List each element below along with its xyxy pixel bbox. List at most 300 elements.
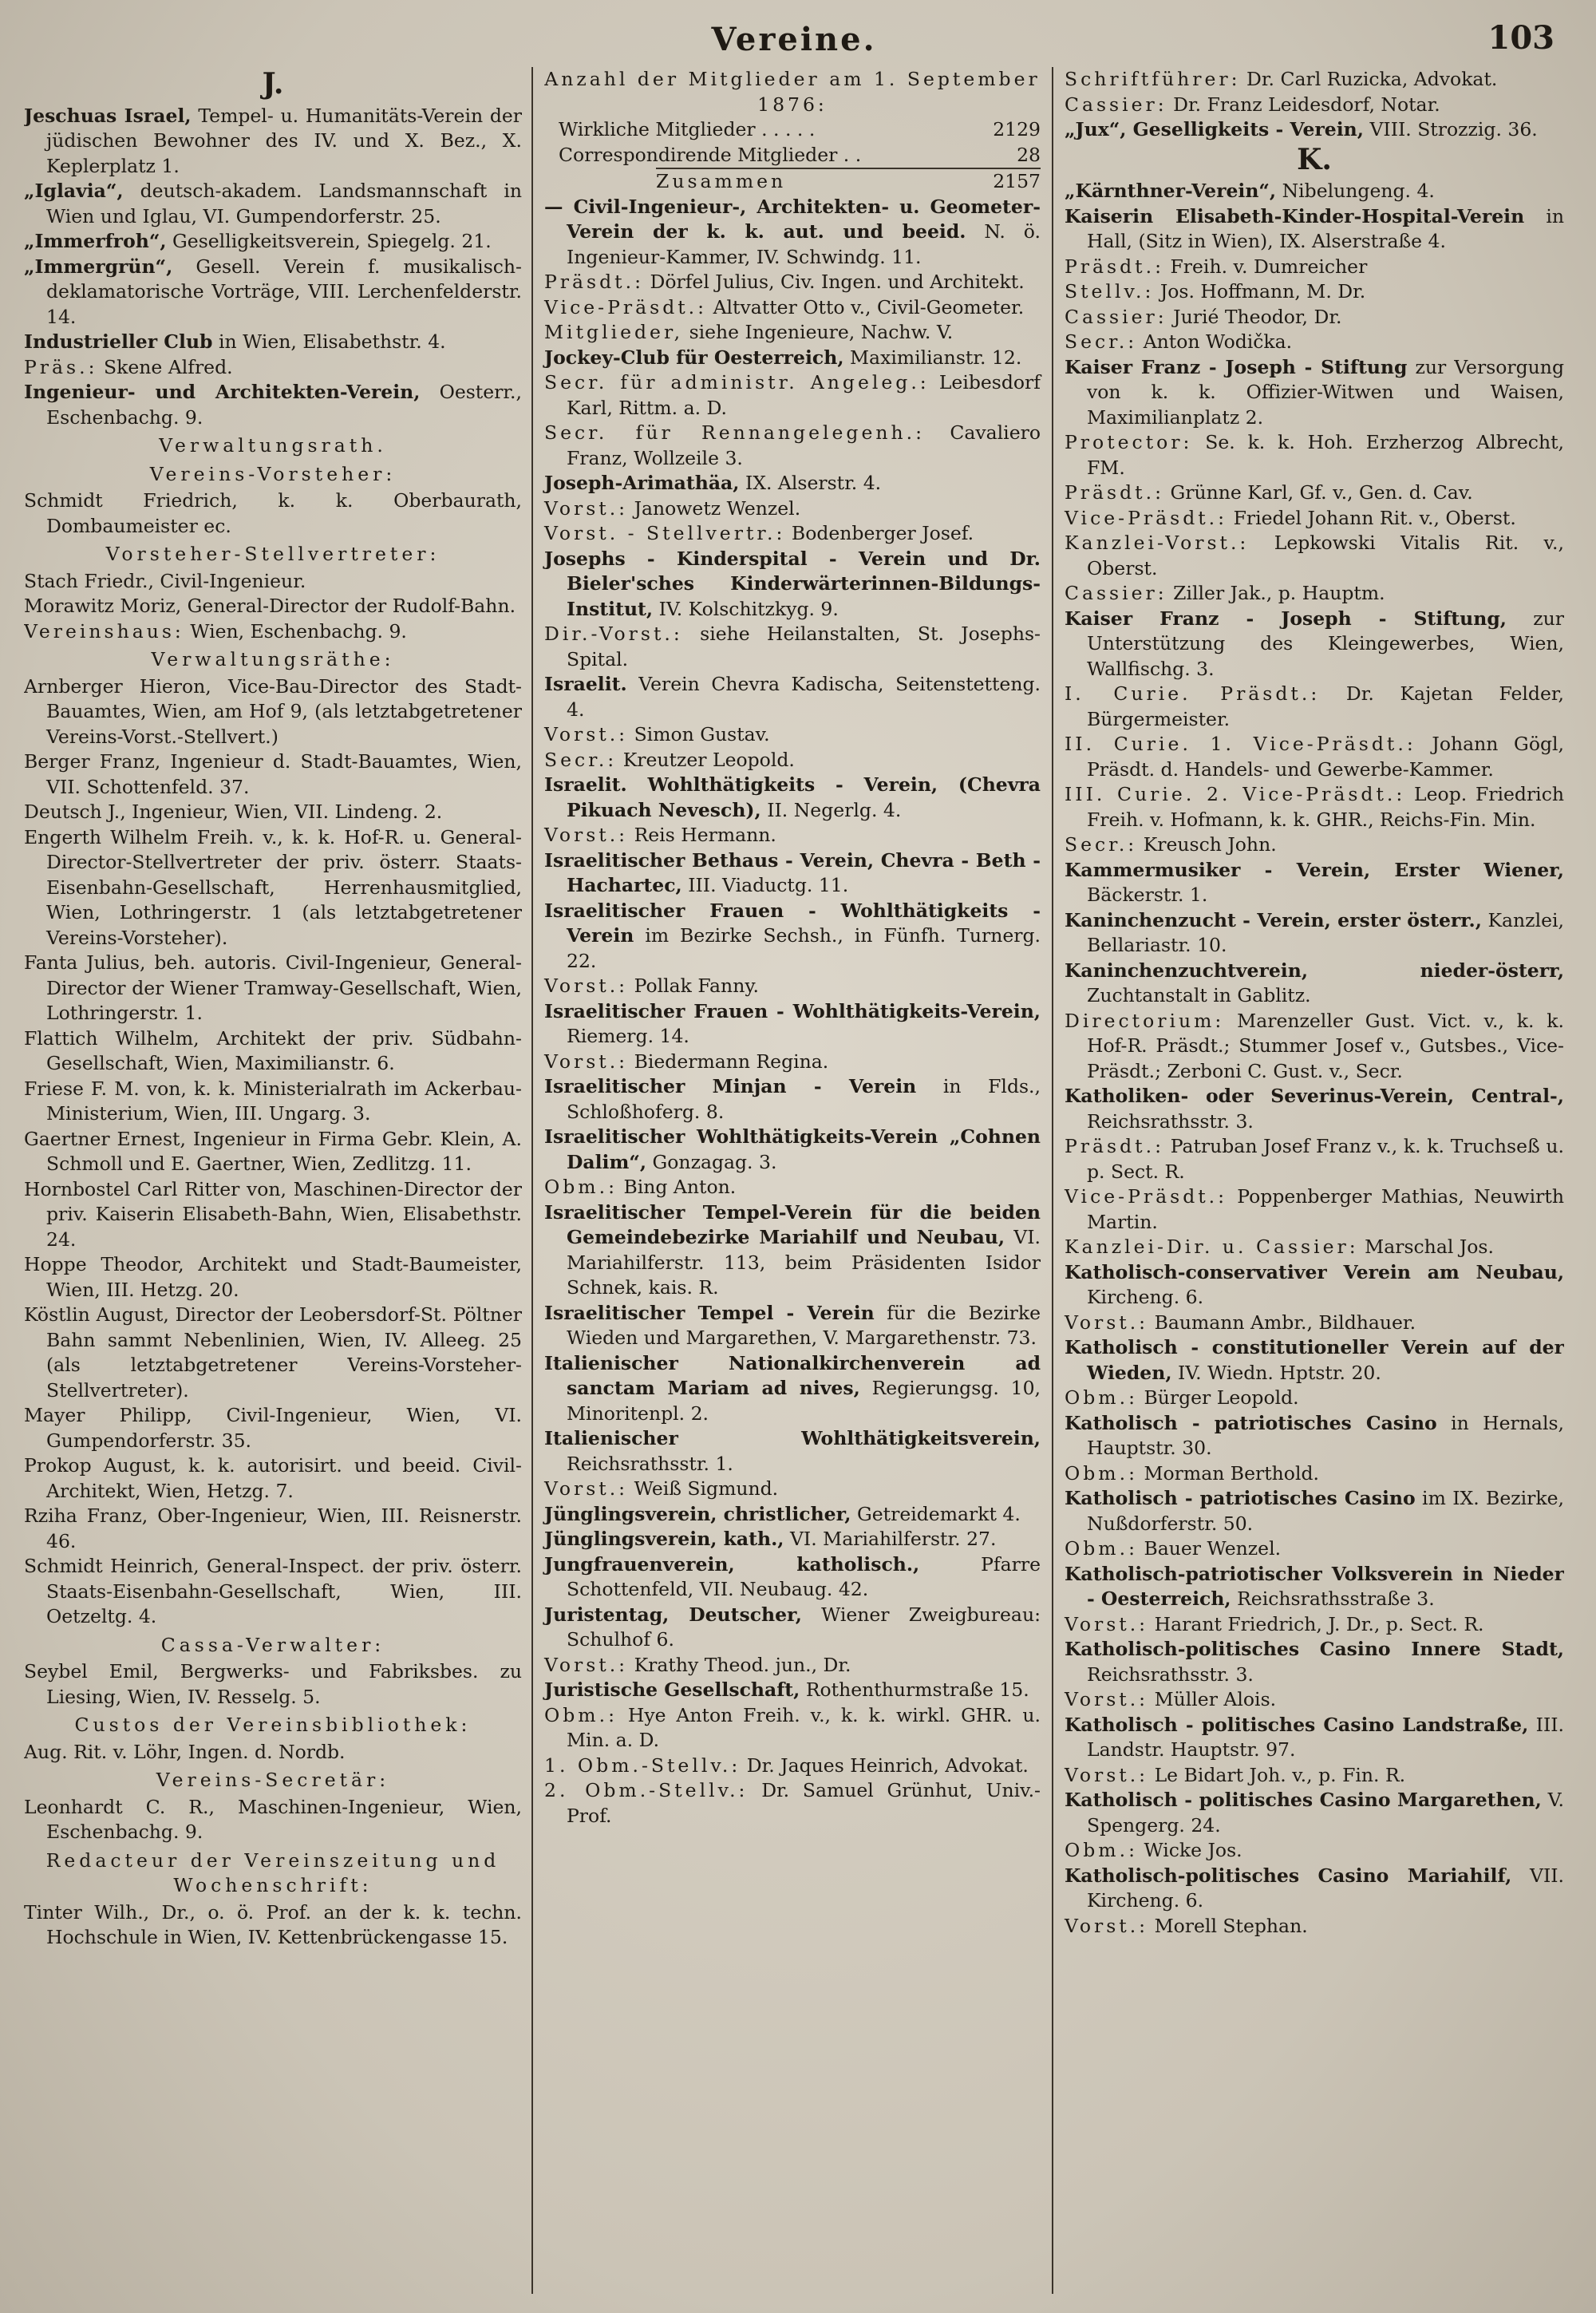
entry-name: Joseph-Arimathäa, <box>544 472 740 494</box>
member-count-value: 2129 <box>993 118 1041 140</box>
entry-detail <box>1065 1235 1564 1260</box>
directory-entry <box>544 1125 1041 1175</box>
entry-label: 2. Obm.-Stellv.: <box>544 1779 749 1801</box>
running-header <box>24 16 1564 67</box>
entry-detail <box>1065 67 1564 93</box>
entry-text: Dr. Kajetan Felder, Bürgermeister. <box>1087 682 1564 730</box>
entry-text: Regierungsg. 10, Minoritenpl. 2. <box>567 1377 1041 1425</box>
directory-entry <box>24 380 522 430</box>
directory-entry <box>1065 1084 1564 1134</box>
entry-name: Katholisch - politisches Casino Landstraße, <box>1065 1713 1529 1736</box>
entry-text: Reichsrathsstr. 1. <box>567 1452 733 1475</box>
entry-detail <box>1065 531 1564 581</box>
entry-text: in Hall, (Sitz in Wien), IX. Alserstraße 4. <box>1087 204 1564 252</box>
entry-detail <box>1065 1184 1564 1235</box>
entry-label: Obm.: <box>544 1176 618 1198</box>
entry-detail <box>544 270 1041 295</box>
entry-detail <box>544 1050 1041 1075</box>
person-entry: Hoppe Theodor, Architekt und Stadt-Baumeister, Wien, III. Hetzg. 20. <box>24 1253 522 1301</box>
section-heading: Vorsteher-Stellvertreter: <box>105 543 440 565</box>
entry-text: Zuchtanstalt in Gablitz. <box>1087 984 1311 1006</box>
entry-label: Vorst.: <box>544 975 629 997</box>
entry-detail <box>1065 1461 1564 1487</box>
entry-name: Ingenieur- und Architekten-Verein, <box>24 381 421 403</box>
entry-text: Freih. v. Dumreicher <box>1170 255 1368 278</box>
entry-name: Katholisch - constitutioneller Verein auf der Wieden, <box>1065 1336 1564 1384</box>
member-total-row <box>656 168 1041 195</box>
entry-detail <box>24 355 522 381</box>
entry-detail <box>1065 1386 1564 1411</box>
entry-label: Vorst.: <box>1065 1612 1149 1635</box>
entry-text: IV. Wiedn. Hptstr. 20. <box>1178 1361 1381 1384</box>
entry-text: IX. Alserstr. 4. <box>745 472 882 494</box>
entry-label: Secr.: <box>1065 330 1138 353</box>
entry-text: Cavaliero Franz, Wollzeile 3. <box>567 421 1041 469</box>
entry-text: Harant Friedrich, J. Dr., p. Sect. R. <box>1154 1612 1484 1635</box>
entry-name: Kaiser Franz - Joseph - Stiftung, <box>1065 607 1507 630</box>
entry-label: III. Curie. 2. Vice-Präsdt.: <box>1065 783 1406 805</box>
entry-name: „Immergrün“, <box>24 255 173 278</box>
entry-detail <box>1065 1687 1564 1713</box>
entry-label: Kanzlei-Vorst.: <box>1065 532 1250 554</box>
entry-label: Secr. für administr. Angeleg.: <box>544 371 930 393</box>
directory-entry <box>544 773 1041 823</box>
person-entry: Morawitz Moriz, General-Director der Rudolf-Bahn. <box>24 595 516 617</box>
entry-text: Marenzeller Gust. Vict. v., k. k. Hof-R. Präsdt.; Stummer Josef v., Gutsbes., Vice-Präsdt.; Zerboni C. Gust. v., Secr. <box>1087 1009 1564 1082</box>
entry-text: Weiß Sigmund. <box>634 1477 779 1500</box>
entry-text: Jurié Theodor, Dr. <box>1173 305 1342 328</box>
entry-text: zur Versorgung von k. k. Offizier-Witwen und Waisen, Maximilianplatz 2. <box>1087 355 1564 429</box>
directory-entry <box>1065 1411 1564 1461</box>
entry-detail <box>544 320 1041 346</box>
directory-entry <box>1065 959 1564 1009</box>
person-entry: Seybel Emil, Bergwerks- und Fabriksbes. zu Liesing, Wien, IV. Resselg. 5. <box>24 1660 522 1708</box>
entry-label: Obm.: <box>1065 1461 1138 1485</box>
entry-detail <box>1065 732 1564 782</box>
entry-label: Vice-Präsdt.: <box>1065 1185 1228 1208</box>
directory-entry <box>544 195 1041 271</box>
person-entry: Engerth Wilhelm Freih. v., k. k. Hof-R. u. General-Director-Stellvertreter der priv. österr. Staats-Eisenbahn-Gesellschaft, Herrenhausmitglied, Wien, Lothringerstr. 1 (als letztabgetretener Vereins-Vorsteher). <box>24 825 522 949</box>
entry-text: Kanzlei, Bellariastr. 10. <box>1087 908 1564 956</box>
entry-text: Dr. Carl Ruzicka, Advokat. <box>1246 68 1498 90</box>
entry-text: siehe Ingenieure, Nachw. V. <box>689 321 954 343</box>
column-right <box>1053 67 1564 2294</box>
entry-label: Präs.: <box>24 355 98 378</box>
entry-label: Präsdt.: <box>1065 255 1164 278</box>
entry-text: VI. Mariahilferstr. 113, beim Präsidenten Isidor Schnek, kais. R. <box>567 1226 1041 1299</box>
entry-label: Kanzlei-Dir. u. Cassier: <box>1065 1236 1359 1258</box>
columns <box>24 67 1564 2294</box>
person-entry: Mayer Philipp, Civil-Ingenieur, Wien, VI. Gumpendorferstr. 35. <box>24 1404 522 1452</box>
entry-name: Katholisch-politisches Casino Innere Stadt, <box>1065 1638 1564 1660</box>
entry-text: Bäckerstr. 1. <box>1087 884 1208 906</box>
entry-text: deutsch-akadem. Landsmannschaft in Wien und Iglau, VI. Gumpendorferstr. 25. <box>46 180 522 227</box>
entry-label: Vorst.: <box>1065 1311 1149 1334</box>
entry-text: Kreusch John. <box>1143 833 1277 856</box>
entry-text: Se. k. k. Hoh. Erzherzog Albrecht, FM. <box>1087 431 1564 479</box>
entry-label: Vorst.: <box>544 824 629 846</box>
entry-detail <box>1065 581 1564 607</box>
entry-label: Obm.: <box>1065 1537 1138 1560</box>
directory-entry <box>24 229 522 255</box>
entry-name: Katholisch - patriotisches Casino <box>1065 1411 1437 1434</box>
entry-text: Rothenthurmstraße 15. <box>805 1678 1029 1701</box>
entry-name: Katholisch-patriotischer Volksverein in Nieder - Oesterreich, <box>1065 1562 1564 1610</box>
directory-entry <box>1065 1260 1564 1311</box>
directory-entry <box>1065 179 1564 204</box>
entry-detail <box>1065 1311 1564 1336</box>
directory-entry <box>1065 1713 1564 1763</box>
entry-label: Vice-Präsdt.: <box>1065 506 1228 529</box>
entry-detail <box>544 1653 1041 1678</box>
directory-entry <box>544 1301 1041 1351</box>
entry-detail <box>1065 480 1564 506</box>
entry-text: VII. Kircheng. 6. <box>1087 1864 1564 1912</box>
entry-label: Cassier: <box>1065 305 1167 328</box>
member-total-label: Zusammen <box>656 170 787 192</box>
entry-label: Obm.: <box>1065 1386 1138 1409</box>
entry-label: Secr.: <box>544 748 618 771</box>
directory-entry <box>544 1603 1041 1653</box>
entry-text: Dr. Jaques Heinrich, Advokat. <box>746 1754 1029 1777</box>
entry-text: in Hernals, Hauptstr. 30. <box>1087 1411 1564 1459</box>
entry-text: Poppenberger Mathias, Neuwirth Martin. <box>1087 1185 1564 1233</box>
entry-detail <box>1065 832 1564 858</box>
directory-entry <box>1065 1562 1564 1612</box>
directory-entry <box>544 1351 1041 1427</box>
entry-text: Simon Gustav. <box>634 723 770 745</box>
entry-text: Wien, Eschenbachg. 9. <box>190 619 407 642</box>
entry-label: Stellv.: <box>1065 280 1155 302</box>
entry-name: Kaiserin Elisabeth-Kinder-Hospital-Verein <box>1065 204 1525 227</box>
column-left <box>24 67 531 2294</box>
entry-name: Katholiken- oder Severinus-Verein, Central-, <box>1065 1085 1564 1107</box>
directory-entry <box>544 672 1041 722</box>
entry-label: Vorst.: <box>544 1653 629 1676</box>
entry-text: Geselligkeitsverein, Spiegelg. 21. <box>172 230 492 252</box>
directory-entry <box>1065 1637 1564 1687</box>
entry-text: Ziller Jak., p. Hauptm. <box>1173 582 1385 604</box>
person-entry: Leonhardt C. R., Maschinen-Ingenieur, Wien, Eschenbachg. 9. <box>24 1795 522 1843</box>
entry-label: Mitglieder, <box>544 321 684 343</box>
entry-text: Krathy Theod. jun., Dr. <box>634 1653 851 1676</box>
page-number: 103 <box>1487 19 1555 57</box>
entry-detail <box>544 1477 1041 1502</box>
directory-entry <box>544 1552 1041 1603</box>
entry-text: Lepkowski Vitalis Rit. v., Oberst. <box>1087 532 1564 579</box>
entry-detail <box>1065 305 1564 330</box>
entry-text: N. ö. Ingenieur-Kammer, IV. Schwindg. 11. <box>567 220 1041 268</box>
directory-entry <box>1065 1335 1564 1386</box>
person-entry: Berger Franz, Ingenieur d. Stadt-Bauamtes, Wien, VII. Schottenfeld. 37. <box>24 750 522 798</box>
entry-name: Jungfrauenverein, katholisch., <box>544 1552 920 1576</box>
entry-label: Vice-Präsdt.: <box>544 295 708 318</box>
entry-text: zur Unterstützung des Kleingewerbes, Wien, Wallfischg. 3. <box>1087 607 1564 680</box>
entry-label: Secr. für Rennangelegenh.: <box>544 421 926 444</box>
entry-detail <box>1065 682 1564 732</box>
entry-detail <box>1065 1009 1564 1085</box>
entry-text: Bing Anton. <box>623 1176 737 1198</box>
entry-text: V. Spengerg. 24. <box>1087 1789 1564 1837</box>
entry-label: Cassier: <box>1065 582 1167 604</box>
entry-text: Getreidemarkt 4. <box>856 1502 1021 1525</box>
directory-entry <box>544 1502 1041 1528</box>
entry-text: VIII. Strozzig. 36. <box>1369 118 1538 140</box>
entry-text: Dr. Samuel Grünhut, Univ.-Prof. <box>567 1779 1041 1827</box>
entry-text: Bauer Wenzel. <box>1144 1537 1282 1560</box>
page-title: Vereine. <box>711 21 877 58</box>
member-count-row <box>544 143 1041 168</box>
entry-text: Reis Hermann. <box>634 824 776 846</box>
directory-entry <box>544 999 1041 1050</box>
entry-text: siehe Heilanstalten, St. Josephs-Spital. <box>567 623 1041 670</box>
entry-text: für die Bezirke Wieden und Margarethen, V. Margarethenstr. 73. <box>567 1301 1041 1349</box>
entry-text: Skene Alfred. <box>104 355 233 378</box>
directory-entry <box>1065 1864 1564 1914</box>
entry-label: Präsdt.: <box>1065 1135 1164 1157</box>
person-entry: Hornbostel Carl Ritter von, Maschinen-Director der priv. Kaiserin Elisabeth-Bahn, Wien, Elisabethstr. 24. <box>24 1177 522 1251</box>
person-entry: Flattich Wilhelm, Architekt der priv. Südbahn-Gesellschaft, Wien, Maximilianstr. 6. <box>24 1026 522 1074</box>
entry-name: „Immerfroh“, <box>24 230 167 252</box>
entry-detail <box>544 521 1041 547</box>
entry-text: Grünne Karl, Gf. v., Gen. d. Cav. <box>1170 481 1473 504</box>
entry-text: Oesterr., Eschenbachg. 9. <box>46 381 522 429</box>
directory-entry <box>1065 355 1564 431</box>
entry-label: I. Curie. Präsdt.: <box>1065 682 1321 705</box>
person-entry: Schmidt Heinrich, General-Inspect. der priv. österr. Staats-Eisenbahn-Gesellschaft, Wien, III. Oetzeltg. 4. <box>24 1555 522 1627</box>
entry-name: „Kärnthner-Verein“, <box>1065 180 1277 202</box>
entry-text: im IX. Bezirke, Nußdorferstr. 50. <box>1087 1487 1564 1535</box>
entry-label: Vorst.: <box>1065 1914 1149 1937</box>
entry-text: in Flds., Schloßhoferg. 8. <box>567 1075 1041 1123</box>
entry-detail <box>1065 279 1564 305</box>
entry-detail <box>1065 1914 1564 1939</box>
entry-name: Kaninchenzuchtverein, nieder-österr, <box>1065 959 1564 982</box>
entry-detail <box>1065 1536 1564 1562</box>
entry-name: Israelitischer Tempel-Verein für die beiden Gemeindebezirke Mariahilf und Neubau, <box>544 1200 1041 1248</box>
entry-name: Jeschuas Israel, <box>24 104 192 127</box>
entry-detail <box>544 370 1041 421</box>
entry-detail <box>544 1703 1041 1754</box>
directory-entry <box>544 471 1041 496</box>
entry-detail <box>1065 1612 1564 1638</box>
entry-text: III. Landstr. Hauptstr. 97. <box>1087 1713 1564 1761</box>
entry-text: Reichsrathsstraße 3. <box>1237 1587 1435 1610</box>
entry-detail <box>544 622 1041 672</box>
entry-detail <box>544 722 1041 748</box>
entry-detail <box>544 421 1041 471</box>
entry-text: Morman Berthold. <box>1144 1461 1319 1485</box>
entry-detail <box>544 1778 1041 1829</box>
person-entry: Fanta Julius, beh. autoris. Civil-Ingenieur, General-Director der Wiener Tramway-Gesellschaft, Wien, Lothringerstr. 1. <box>24 951 522 1024</box>
entry-label: Vorst.: <box>544 496 629 520</box>
directory-entry <box>544 1678 1041 1703</box>
entry-detail <box>1065 1838 1564 1864</box>
directory-entry <box>1065 204 1564 255</box>
entry-name: Israelitischer Tempel - Verein <box>544 1301 875 1324</box>
entry-text: Altvatter Otto v., Civil-Geometer. <box>713 295 1025 318</box>
member-count-label: Correspondirende Mitglieder . . <box>559 143 862 166</box>
entry-text: Maximilianstr. 12. <box>850 346 1022 369</box>
entry-name: „Iglavia“, <box>24 180 124 202</box>
person-entry: Schmidt Friedrich, k. k. Oberbaurath, Dombaumeister ec. <box>24 489 522 537</box>
entry-text: III. Viaductg. 11. <box>688 874 849 896</box>
directory-entry <box>544 1074 1041 1125</box>
person-entry: Köstlin August, Director der Leobersdorf-St. Pöltner Bahn sammt Nebenlinien, Wien, IV. Alleeg. 25 (als letztabgetretener Vereins-Vorsteher-Stellvertreter). <box>24 1303 522 1402</box>
entry-name: Kaiser Franz - Joseph - Stiftung <box>1065 355 1408 378</box>
entry-detail <box>544 1754 1041 1779</box>
entry-name: Italienischer Nationalkirchenverein ad sanctam Mariam ad nives, <box>544 1351 1041 1399</box>
entry-text: im Bezirke Sechsh., in Fünfh. Turnerg. 22. <box>567 924 1041 972</box>
person-entry: Gaertner Ernest, Ingenieur in Firma Gebr. Klein, A. Schmoll und E. Gaertner, Wien, Zedlitzg. 11. <box>24 1127 522 1175</box>
entry-text: Jos. Hoffmann, M. Dr. <box>1159 280 1366 302</box>
entry-name: Juristentag, Deutscher, <box>544 1603 802 1626</box>
entry-text: Kircheng. 6. <box>1087 1286 1204 1308</box>
entry-name: „Jux“, Geselligkeits - Verein, <box>1065 118 1364 140</box>
entry-label: Vorst.: <box>1065 1688 1149 1710</box>
directory-entry <box>24 330 522 355</box>
directory-entry <box>544 346 1041 371</box>
entry-name: Josephs - Kinderspital - Verein und Dr. Bieler'sches Kinderwärterinnen-Bildungs-Institut, <box>544 547 1041 620</box>
entry-detail <box>544 823 1041 848</box>
entry-label: Protector: <box>1065 431 1193 453</box>
directory-entry <box>24 104 522 180</box>
entry-text: Le Bidart Joh. v., p. Fin. R. <box>1154 1763 1406 1786</box>
entry-text: Müller Alois. <box>1154 1688 1277 1710</box>
entry-text: Anton Wodička. <box>1143 330 1293 353</box>
entry-text: Morell Stephan. <box>1154 1914 1308 1937</box>
section-heading: Redacteur der Vereinszeitung und Wochenschrift: <box>45 1848 500 1896</box>
entry-label: Präsdt.: <box>544 271 644 293</box>
entry-text: Hye Anton Freih. v., k. k. wirkl. GHR. u. Min. a. D. <box>567 1703 1041 1751</box>
entry-name: Kammermusiker - Verein, Erster Wiener, <box>1065 858 1564 881</box>
section-letter: K. <box>1297 142 1332 176</box>
entry-text: Gonzagag. 3. <box>652 1150 777 1173</box>
entry-detail <box>1065 255 1564 280</box>
member-count-label: Wirkliche Mitglieder . . . . . <box>559 118 816 140</box>
entry-name: Jockey-Club für Oesterreich, <box>544 346 844 369</box>
entry-text: Leibesdorf Karl, Rittm. a. D. <box>567 371 1041 419</box>
entry-label: Vorst.: <box>1065 1763 1149 1786</box>
entry-name: Katholisch-conservativer Verein am Neubau, <box>1065 1260 1564 1283</box>
entry-text: Biedermann Regina. <box>634 1050 829 1073</box>
entry-text: Tempel- u. Humanitäts-Verein der jüdischen Bewohner des IV. und X. Bez., X. Keplerplatz 1. <box>46 104 523 177</box>
entry-name: Israelit. Wohlthätigkeits - Verein, (Chevra Pikuach Nevesch), <box>544 773 1041 821</box>
person-entry: Rziha Franz, Ober-Ingenieur, Wien, III. Reisnerstr. 46. <box>24 1504 522 1552</box>
entry-text: Dr. Franz Leidesdorf, Notar. <box>1173 93 1440 116</box>
person-entry: Tinter Wilh., Dr., o. ö. Prof. an der k. k. techn. Hochschule in Wien, IV. Kettenbrückengasse 15. <box>24 1900 522 1948</box>
entry-text: Gesell. Verein f. musikalisch-deklamatorische Vorträge, VIII. Lerchenfelderstr. 14. <box>46 255 522 328</box>
entry-name: Industrieller Club <box>24 330 213 353</box>
directory-entry <box>544 848 1041 899</box>
section-heading: Cassa-Verwalter: <box>160 1633 385 1656</box>
section-heading: Verwaltungsräthe: <box>151 648 395 670</box>
entry-detail <box>1065 330 1564 355</box>
entry-label: Vorst.: <box>544 723 629 745</box>
column-middle <box>531 67 1053 2294</box>
person-entry: Stach Friedr., Civil-Ingenieur. <box>24 569 306 592</box>
entry-detail <box>544 496 1041 522</box>
entry-name: Italienischer Wohlthätigkeitsverein, <box>544 1427 1041 1449</box>
directory-entry <box>544 1200 1041 1301</box>
entry-text: II. Negerlg. 4. <box>767 798 902 821</box>
entry-name: Juristische Gesellschaft, <box>544 1678 800 1701</box>
section-heading: Custos der Vereinsbibliothek: <box>74 1714 472 1736</box>
entry-name: — Civil-Ingenieur-, Architekten- u. Geometer-Verein der k. k. aut. und beeid. <box>544 195 1041 243</box>
entry-text: Marschal Jos. <box>1365 1236 1494 1258</box>
entry-detail <box>544 974 1041 999</box>
entry-name: Jünglingsverein, christlicher, <box>544 1502 851 1525</box>
entry-text: Dörfel Julius, Civ. Ingen. und Architekt. <box>650 271 1025 293</box>
directory-entry <box>1065 117 1564 143</box>
directory-entry <box>544 547 1041 623</box>
entry-text: Reichsrathsstr. 3. <box>1087 1109 1254 1133</box>
entry-text: Friedel Johann Rit. v., Oberst. <box>1233 506 1516 529</box>
entry-label: Vorst.: <box>544 1477 629 1500</box>
entry-name: Israelitischer Minjan - Verein <box>544 1075 917 1097</box>
person-entry: Deutsch J., Ingenieur, Wien, VII. Lindeng. 2. <box>24 801 443 823</box>
entry-detail <box>544 1175 1041 1200</box>
entry-text: Wiener Zweigbureau: Schulhof 6. <box>567 1603 1041 1651</box>
entry-text: Bodenberger Josef. <box>791 522 974 544</box>
directory-entry <box>1065 1486 1564 1536</box>
entry-text: Nibelungeng. 4. <box>1282 180 1435 202</box>
section-heading: Verwaltungsrath. <box>159 434 387 457</box>
entry-detail <box>1065 93 1564 118</box>
members-intro: Anzahl der Mitglieder am 1. September 1876: <box>544 68 1041 116</box>
directory-entry <box>544 899 1041 975</box>
entry-text: Johann Gögl, Präsdt. d. Handels- und Gewerbe-Kammer. <box>1087 733 1564 781</box>
directory-entry <box>544 1527 1041 1552</box>
person-entry: Friese F. M. von, k. k. Ministerialrath im Ackerbau-Ministerium, Wien, III. Ungarg. 3. <box>24 1077 522 1125</box>
entry-text: Reichsrathsstr. 3. <box>1087 1663 1254 1686</box>
directory-entry <box>1065 908 1564 959</box>
entry-text: Janowetz Wenzel. <box>634 496 801 520</box>
entry-label: Obm.: <box>1065 1839 1138 1861</box>
entry-text: Baumann Ambr., Bildhauer. <box>1154 1311 1416 1334</box>
entry-name: Katholisch-politisches Casino Mariahilf, <box>1065 1864 1512 1887</box>
entry-text: Riemerg. 14. <box>567 1025 689 1047</box>
directory-entry <box>1065 858 1564 908</box>
entry-label: Obm.: <box>544 1703 618 1726</box>
entry-name: Jünglingsverein, kath., <box>544 1528 784 1550</box>
entry-label: Präsdt.: <box>1065 481 1164 504</box>
directory-entry <box>1065 607 1564 682</box>
member-count-row <box>544 117 1041 143</box>
association-house <box>24 619 522 645</box>
entry-text: Wicke Jos. <box>1144 1839 1242 1861</box>
entry-text: IV. Kolschitzkyg. 9. <box>658 597 839 620</box>
entry-name: Israelitischer Frauen - Wohlthätigkeits - Verein <box>544 899 1041 947</box>
entry-label: Directorium: <box>1065 1009 1225 1032</box>
entry-text: Pollak Fanny. <box>634 975 759 997</box>
entry-label: Dir.-Vorst.: <box>544 623 683 645</box>
entry-detail <box>544 295 1041 321</box>
entry-name: Israelitischer Wohlthätigkeits-Verein „Cohnen Dalim“, <box>544 1125 1041 1173</box>
entry-detail <box>1065 1763 1564 1789</box>
entry-text: VI. Mariahilferstr. 27. <box>789 1528 997 1550</box>
entry-name: Israelit. <box>544 673 627 695</box>
entry-detail <box>1065 782 1564 832</box>
directory-entry <box>544 1426 1041 1477</box>
directory-entry <box>1065 1788 1564 1838</box>
person-entry: Aug. Rit. v. Löhr, Ingen. d. Nordb. <box>24 1740 346 1763</box>
person-entry: Prokop August, k. k. autorisirt. und beeid. Civil-Architekt, Wien, Hetzg. 7. <box>24 1454 522 1502</box>
section-heading: Vereins-Vorsteher: <box>149 462 397 485</box>
entry-name: Kaninchenzucht - Verein, erster österr., <box>1065 908 1482 931</box>
entry-text: Leop. Friedrich Freih. v. Hofmann, k. k. GHR., Reichs-Fin. Min. <box>1087 783 1564 831</box>
entry-label: Secr.: <box>1065 833 1138 856</box>
